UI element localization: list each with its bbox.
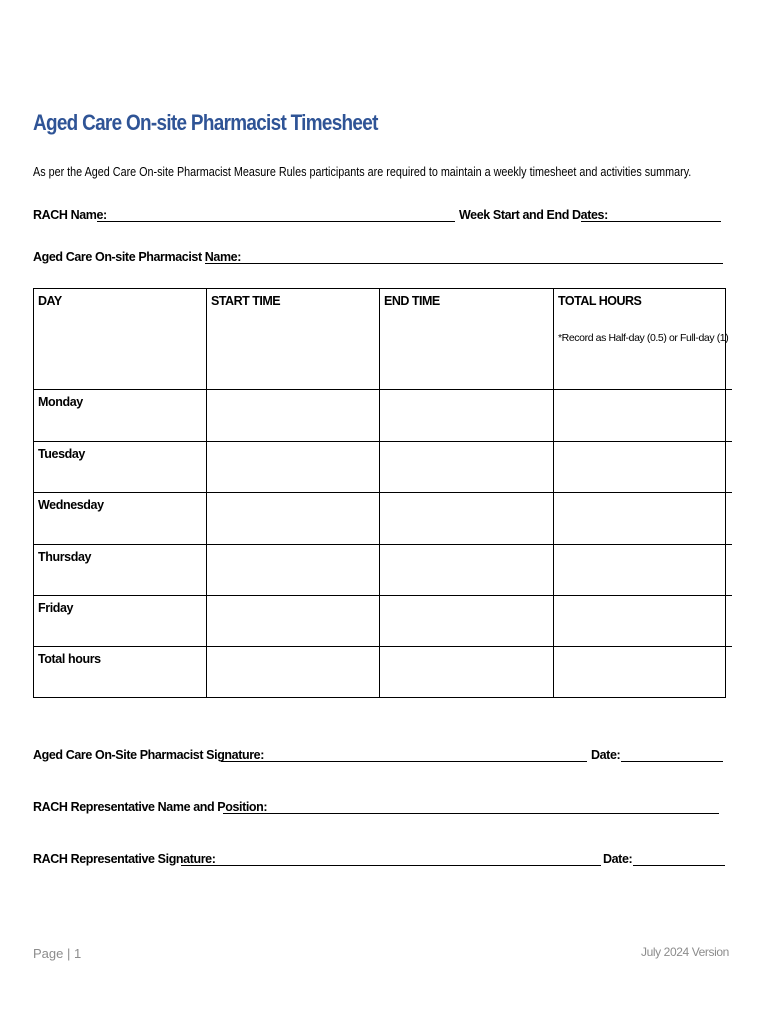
date-field-2[interactable] (633, 851, 725, 866)
wednesday-start-cell[interactable] (207, 493, 380, 545)
pharmacist-name-row (33, 246, 723, 264)
rach-rep-name-label: RACH Representative Name and Position: (33, 800, 268, 814)
pharmacist-signature-field[interactable] (221, 747, 587, 762)
tuesday-total-cell[interactable] (554, 442, 732, 493)
row-label-thursday: Thursday (34, 545, 207, 596)
thursday-end-cell[interactable] (380, 545, 554, 596)
wednesday-total-cell[interactable] (554, 493, 732, 545)
date-field-1[interactable] (621, 747, 723, 762)
pharmacist-signature-label: Aged Care On-Site Pharmacist Signature: (33, 748, 264, 762)
row-label-friday: Friday (34, 596, 207, 647)
rach-rep-name-field[interactable] (223, 799, 719, 814)
header-start-time: START TIME (207, 289, 380, 390)
intro-text: As per the Aged Care On-site Pharmacist Measure Rules participants are required to maintain a weekly timesheet and activities summary. (33, 164, 692, 179)
thursday-total-cell[interactable] (554, 545, 732, 596)
header-total-hours (554, 289, 732, 390)
monday-end-cell[interactable] (380, 390, 554, 442)
pharmacist-name-field[interactable] (205, 249, 723, 264)
page-number: Page | 1 (33, 946, 82, 961)
friday-end-cell[interactable] (380, 596, 554, 647)
week-dates-field[interactable] (581, 207, 721, 222)
timesheet-table (33, 288, 729, 698)
rach-name-field[interactable] (97, 207, 455, 222)
rach-name-row (33, 204, 721, 222)
header-end-time: END TIME (380, 289, 554, 390)
monday-total-cell[interactable] (554, 390, 732, 442)
monday-start-cell[interactable] (207, 390, 380, 442)
rach-rep-signature-row (33, 848, 725, 866)
week-dates-label: Week Start and End Dates: (459, 208, 608, 222)
thursday-start-cell[interactable] (207, 545, 380, 596)
rach-name-label: RACH Name: (33, 208, 107, 222)
total-end-cell[interactable] (380, 647, 554, 697)
rach-rep-signature-field[interactable] (181, 851, 601, 866)
row-label-monday: Monday (34, 390, 207, 442)
pharmacist-signature-row (33, 744, 723, 762)
rach-rep-name-row (33, 796, 719, 814)
total-start-cell[interactable] (207, 647, 380, 697)
tuesday-end-cell[interactable] (380, 442, 554, 493)
date-label-1: Date: (591, 748, 621, 762)
pharmacist-name-label: Aged Care On-site Pharmacist Name: (33, 250, 242, 264)
date-label-2: Date: (603, 852, 633, 866)
row-label-total-hours: Total hours (34, 647, 207, 697)
row-label-wednesday: Wednesday (34, 493, 207, 545)
version-label: July 2024 Version (641, 945, 729, 959)
header-day: DAY (34, 289, 207, 390)
tuesday-start-cell[interactable] (207, 442, 380, 493)
friday-total-cell[interactable] (554, 596, 732, 647)
page-title: Aged Care On-site Pharmacist Timesheet (33, 110, 378, 135)
friday-start-cell[interactable] (207, 596, 380, 647)
wednesday-end-cell[interactable] (380, 493, 554, 545)
rach-rep-signature-label: RACH Representative Signature: (33, 852, 216, 866)
total-hours-note: *Record as Half-day (0.5) or Full-day (1) (558, 332, 729, 344)
total-hours-cell[interactable] (554, 647, 732, 697)
row-label-tuesday: Tuesday (34, 442, 207, 493)
header-total-hours-label: TOTAL HOURS (558, 294, 642, 308)
